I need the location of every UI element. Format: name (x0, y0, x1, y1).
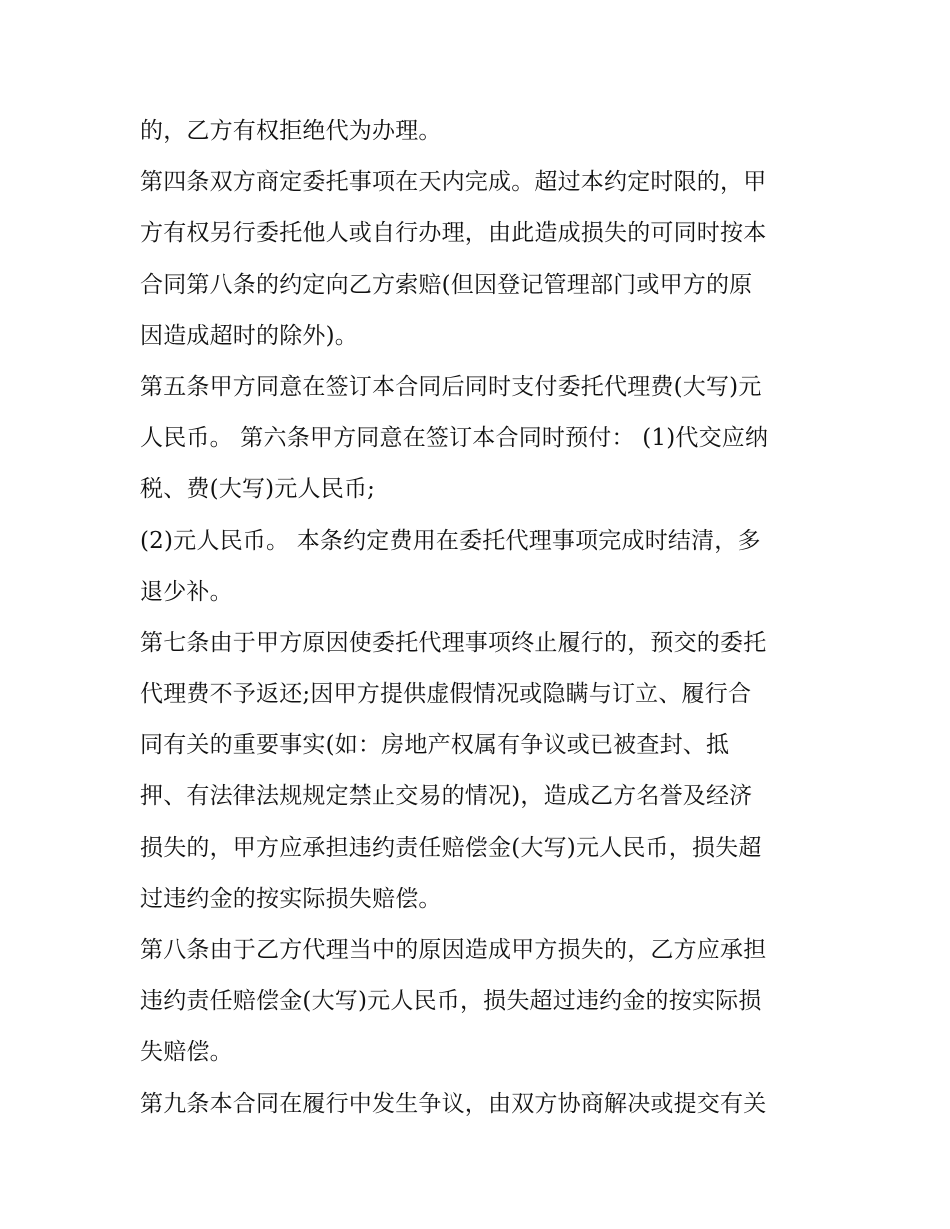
text-line: 押、有法律法规规定禁止交易的情况)，造成乙方名誉及经济 (140, 783, 753, 810)
text-line: 合同第八条的约定向乙方索赔(但因登记管理部门或甲方的原 (140, 271, 753, 298)
text-line: 第八条由于乙方代理当中的原因造成甲方损失的，乙方应承担 (140, 937, 767, 963)
text-line: 过违约金的按实际损失赔偿。 (140, 885, 442, 912)
text-line: 方有权另行委托他人或自行办理，由此造成损失的可同时按本 (140, 220, 767, 247)
text-line: 第五条甲方同意在签订本合同后同时支付委托代理费(大写)元 (140, 373, 762, 400)
text-line: 第四条双方商定委托事项在天内完成。超过本约定时限的，甲 (140, 169, 767, 196)
text-line: 因造成超时的除外)。 (140, 322, 358, 349)
text-line: 损失的，甲方应承担违约责任赔偿金(大写)元人民币，损失超 (140, 834, 762, 861)
text-line: 违约责任赔偿金(大写)元人民币，损失超过违约金的按实际损 (140, 988, 762, 1015)
text-line: (2)元人民币。 本条约定费用在委托代理事项完成时结清，多 (140, 527, 761, 554)
text-line: 税、费(大写)元人民币; (140, 476, 376, 503)
text-line: 人民币。 第六条甲方同意在签订本合同时预付： (1)代交应纳 (140, 425, 769, 452)
text-line: 同有关的重要事实(如：房地产权属有争议或已被查封、抵 (140, 732, 730, 759)
text-line: 第七条由于甲方原因使委托代理事项终止履行的，预交的委托 (140, 629, 767, 656)
text-line: 代理费不予返还;因甲方提供虚假情况或隐瞒与订立、履行合 (140, 681, 752, 708)
text-line: 第九条本合同在履行中发生争议，由双方协商解决或提交有关 (140, 1090, 767, 1117)
text-line: 失赔偿。 (140, 1039, 233, 1066)
text-line: 的，乙方有权拒绝代为办理。 (140, 118, 442, 144)
text-line: 退少补。 (140, 578, 233, 605)
document-body (140, 106, 830, 1130)
